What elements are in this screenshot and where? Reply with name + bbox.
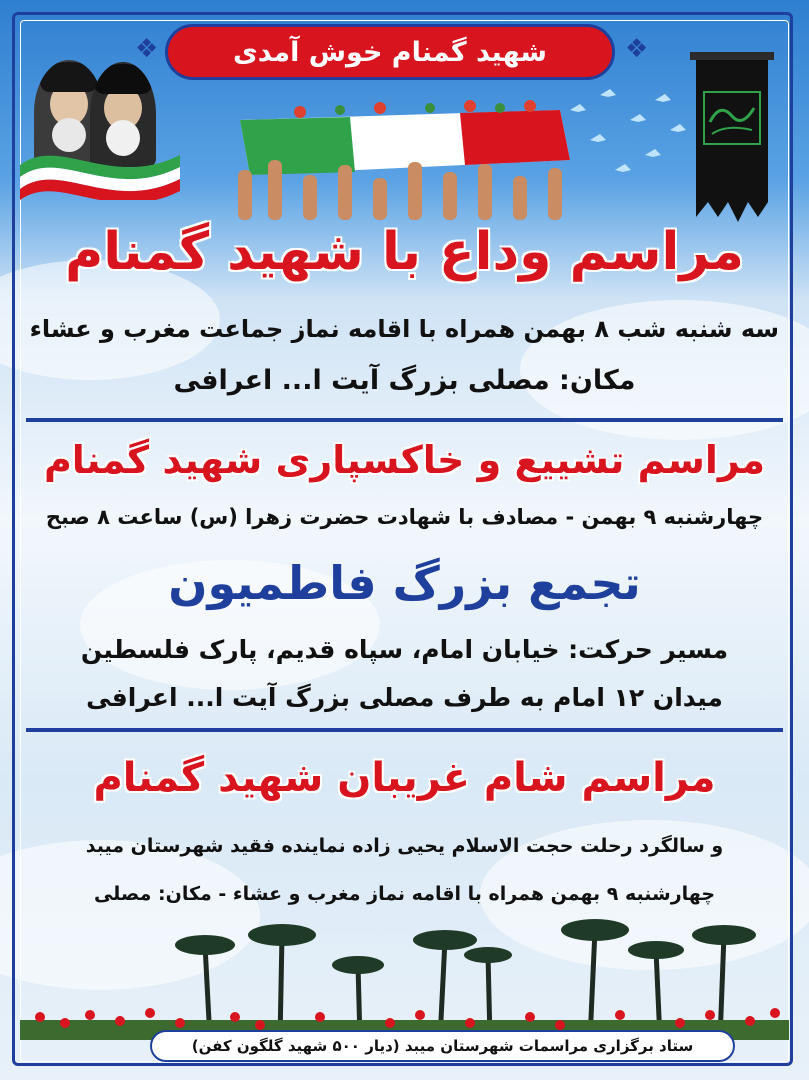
section1-line2: مکان: مصلی بزرگ آیت ا... اعرافی [173, 365, 636, 396]
palm-trees-illustration [20, 905, 789, 1040]
section1-line1: سه شنبه شب ۸ بهمن همراه با اقامه نماز جماعت مغرب و عشاء [29, 315, 779, 343]
section3-line2: چهارشنبه ۹ بهمن همراه با اقامه نماز مغرب و عشاء - مکان: مصلی [93, 883, 716, 905]
black-mourning-flag [690, 52, 774, 228]
ornament-icon: ❖ [135, 34, 159, 64]
section3-line1: و سالگرد رحلت حجت الاسلام یحیی زاده نماینده فقید شهرستان میبد [85, 835, 724, 857]
welcome-banner: شهید گمنام خوش آمدی [165, 24, 615, 80]
section2-title: مراسم تشییع و خاکسپاری شهید گمنام [43, 438, 766, 482]
ornament-icon: ❖ [625, 34, 649, 64]
section2-line1: چهارشنبه ۹ بهمن - مصادف با شهادت حضرت زهرا (س) ساعت ۸ صبح [45, 505, 764, 529]
organizer-footer: ستاد برگزاری مراسمات شهرستان میبد (دیار ۵۰۰ شهید گلگون کفن) [150, 1030, 735, 1062]
section3-title: مراسم شام غریبان شهید گمنام [93, 755, 716, 801]
section2-line2: مسیر حرکت: خیابان امام، سپاه قدیم، پارک فلسطین [80, 635, 729, 664]
raised-hands-illustration [228, 150, 588, 220]
section-divider [26, 418, 783, 422]
section2-highlight: تجمع بزرگ فاطمیون [168, 556, 641, 610]
section-divider [26, 728, 783, 732]
section2-line3: میدان ۱۲ امام به طرف مصلی بزرگ آیت ا... اعرافی [86, 683, 723, 712]
section1-title: مراسم وداع با شهید گمنام [65, 222, 744, 282]
flag-ribbon [20, 140, 180, 200]
